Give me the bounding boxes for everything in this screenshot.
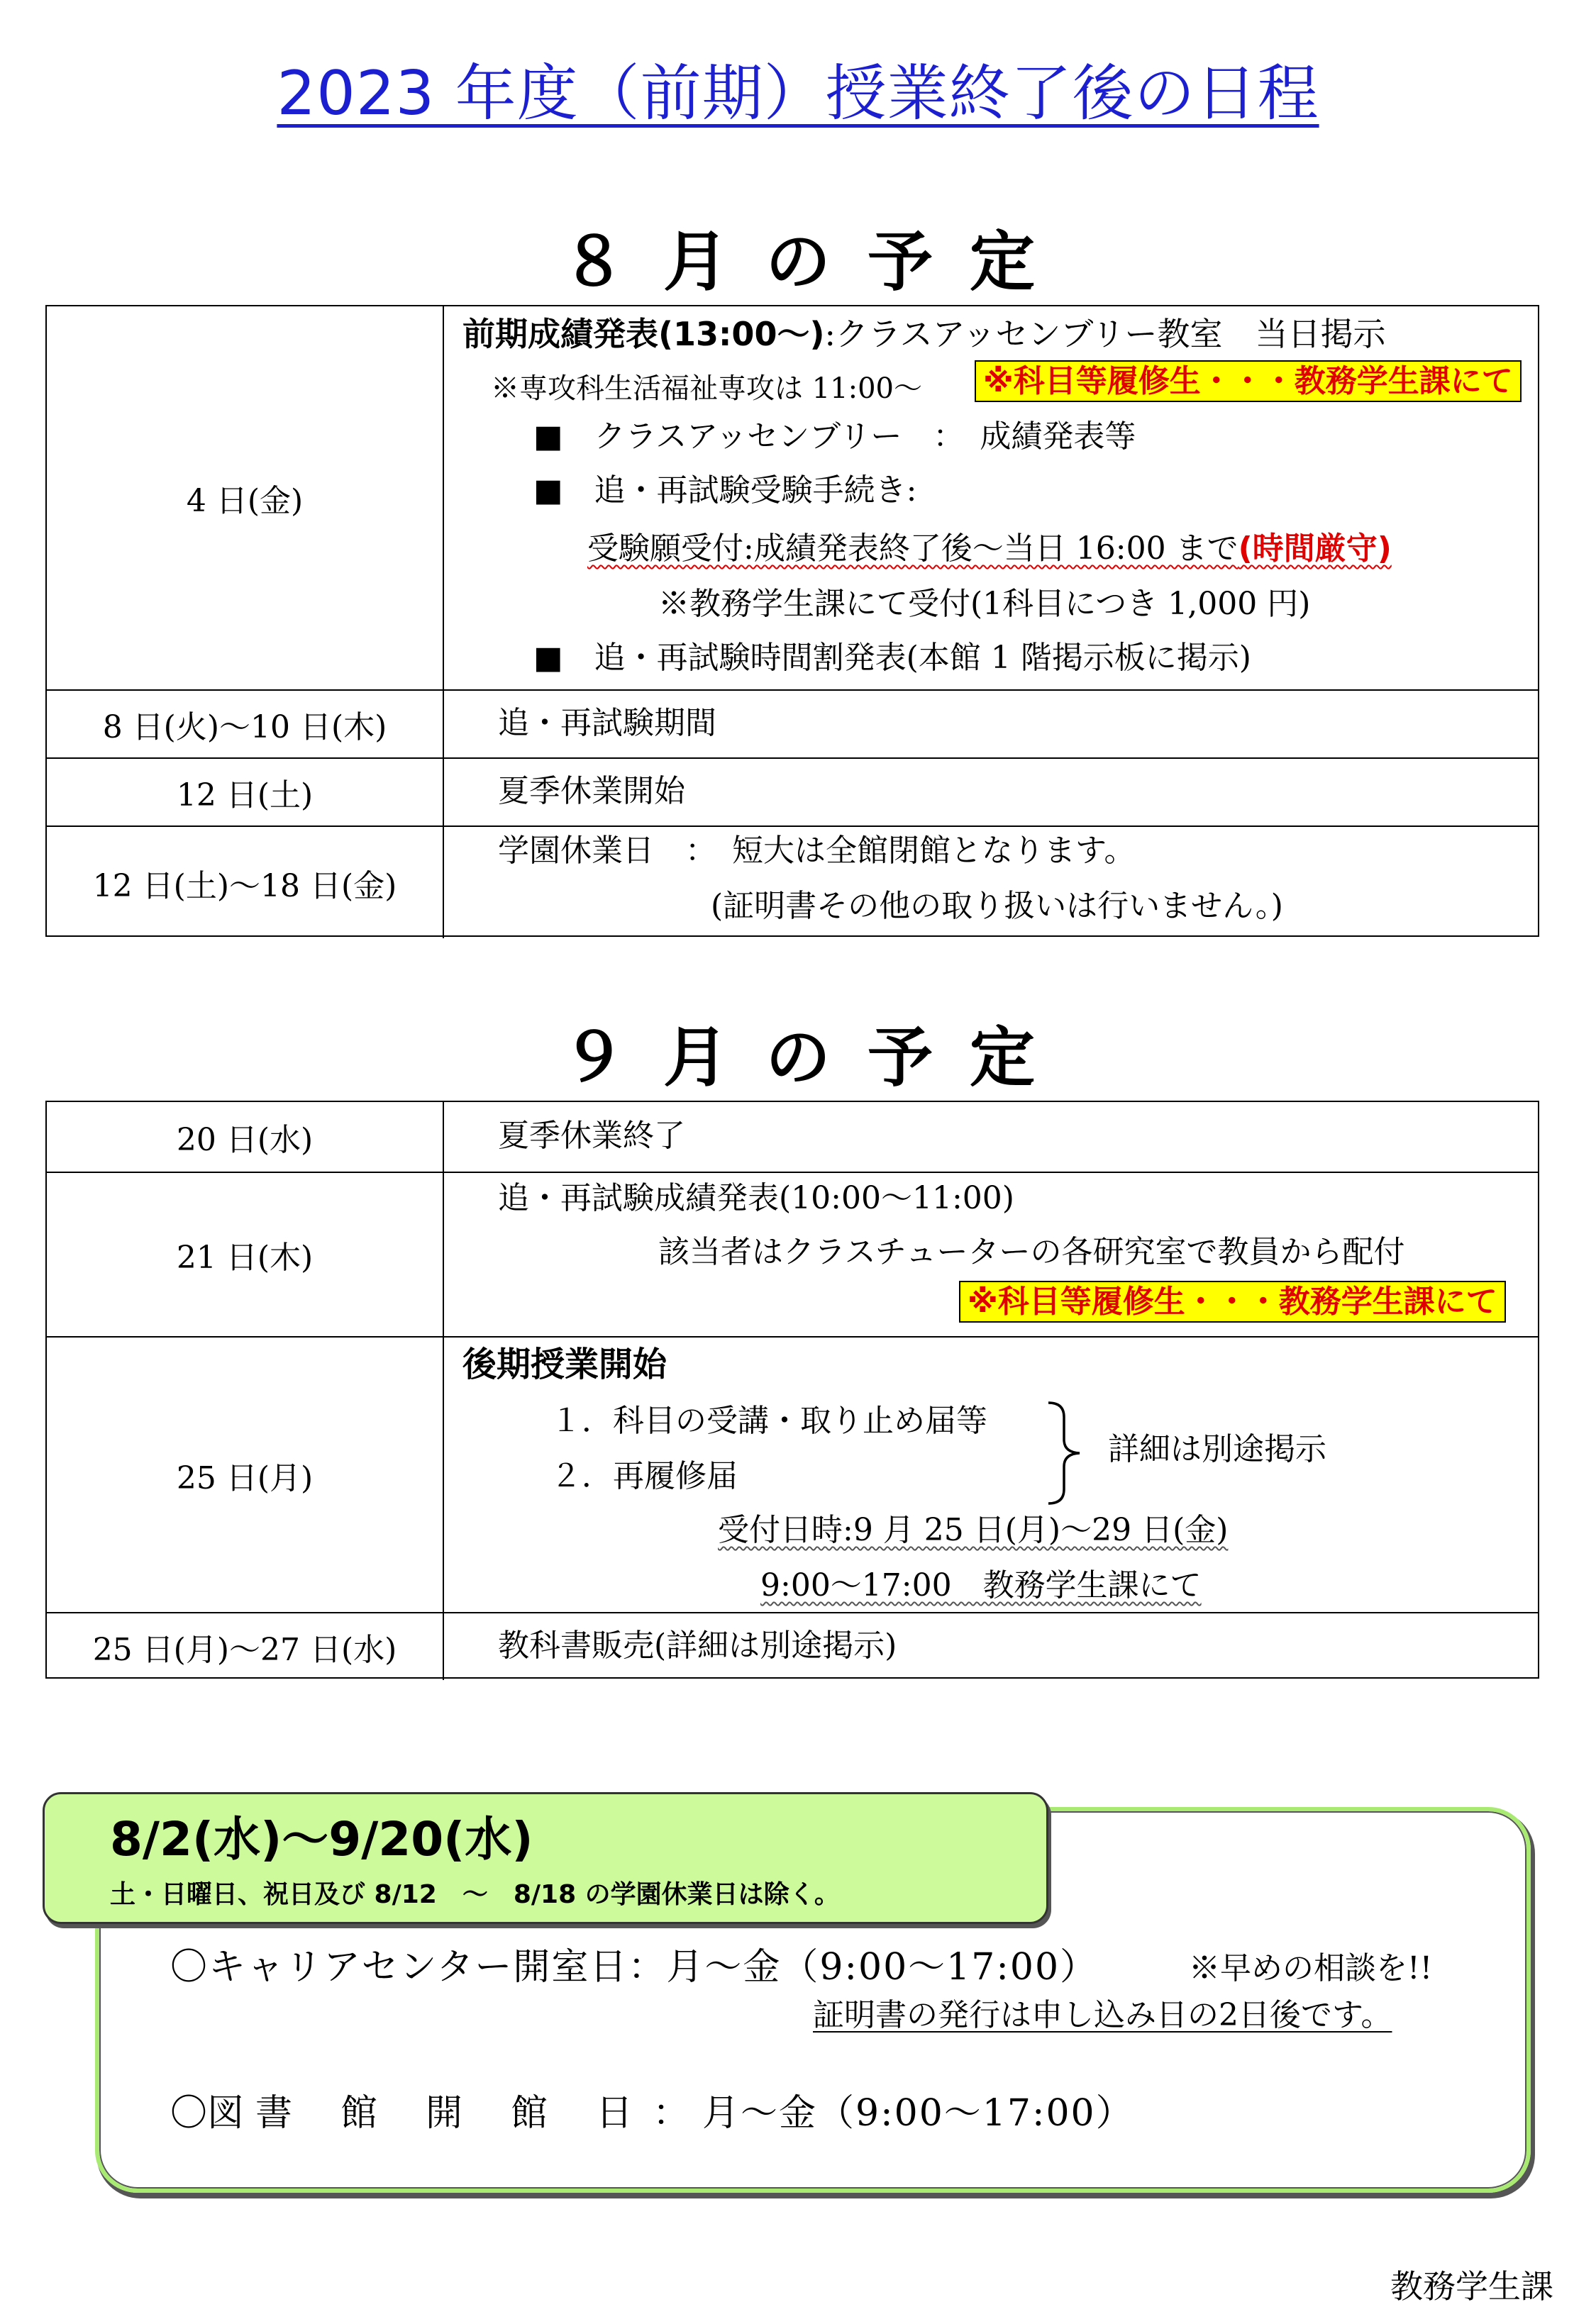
certificate-note: 証明書の発行は申し込み日の2日後です。 (813, 1997, 1392, 2033)
highlight-note: ※科目等履修生・・・教務学生課にて (975, 365, 1522, 399)
event-text: 夏季休業終了 (498, 1118, 685, 1154)
notice-period-tab (43, 1792, 1048, 1924)
page-title: 2023 年度（前期）授業終了後の日程 (277, 58, 1319, 129)
date-cell: 21 日(木) (47, 1173, 444, 1336)
grade-release-line: 前期成績発表(13:00～):クラスアッセンブリー教室 当日掲示 (462, 315, 1386, 353)
date-cell: 4 日(金) (47, 306, 444, 689)
date-cell: 12 日(土) (47, 759, 444, 825)
highlight-note: ※科目等履修生・・・教務学生課にて (959, 1285, 1506, 1319)
fee-note: ※教務学生課にて受付(1科目につき 1,000 円) (658, 586, 1311, 622)
table-row (47, 1102, 1538, 1172)
details-note: 詳細は別途掲示 (1108, 1431, 1326, 1467)
table-row (47, 825, 1538, 938)
bullet-class-assembly: ■ クラスアッセンブリー ： 成績発表等 (533, 418, 1136, 455)
august-heading: ８ 月 の 予 定 (560, 224, 1036, 300)
library-hours: 〇図 書 館 開 館 日 ： 月～金（9:00～17:00） (170, 2092, 1134, 2135)
table-row (47, 757, 1538, 825)
table-row (47, 1336, 1538, 1612)
date-cell: 8 日(火)～10 日(木) (47, 691, 444, 757)
item-re-enrollment: ２．再履修届 (550, 1458, 738, 1494)
date-cell: 20 日(水) (47, 1102, 444, 1172)
september-schedule-table (45, 1101, 1539, 1679)
event-subtext: 該当者はクラスチューターの各研究室で教員から配付 (658, 1234, 1405, 1270)
bullet-timetable: ■ 追・再試験時間割発表(本館 1 階掲示板に掲示) (533, 640, 1251, 676)
august-schedule-table (45, 305, 1539, 937)
acceptance-time: 9:00～17:00 教務学生課にて (760, 1567, 1202, 1603)
table-row (47, 1172, 1538, 1336)
date-cell: 25 日(月) (47, 1338, 444, 1612)
notice-period: 8/2(水)～9/20(水) (110, 1812, 533, 1867)
career-center-note: ※早めの相談を!! (1189, 1950, 1433, 1986)
notice-exclusion: 土・日曜日、祝日及び 8/12 ～ 8/18 の学園休業日は除く。 (110, 1880, 840, 1909)
application-period: 受験願受付:成績発表終了後～当日 16:00 まで(時間厳守) (587, 530, 1392, 567)
event-text: 教科書販売(詳細は別途掲示) (498, 1628, 897, 1664)
table-row (47, 1612, 1538, 1680)
event-text: 学園休業日 ： 短大は全館閉館となります。 (498, 833, 1136, 869)
event-text: 追・再試験成績発表(10:00～11:00) (498, 1180, 1014, 1216)
second-term-start: 後期授業開始 (462, 1345, 667, 1384)
event-text: 夏季休業開始 (498, 773, 685, 809)
event-text: 追・再試験期間 (498, 705, 716, 741)
date-cell: 12 日(土)～18 日(金) (47, 827, 444, 938)
acceptance-date: 受付日時:9 月 25 日(月)～29 日(金) (718, 1512, 1229, 1548)
table-row (47, 689, 1538, 757)
item-course-registration: １．科目の受講・取り止め届等 (550, 1403, 987, 1439)
table-row (47, 306, 1538, 689)
career-center-hours: 〇キャリアセンター開室日：月～金（9:00～17:00） (170, 1946, 1099, 1989)
date-cell: 25 日(月)～27 日(水) (47, 1613, 444, 1680)
september-heading: ９ 月 の 予 定 (560, 1020, 1036, 1096)
issuing-office: 教務学生課 (1390, 2267, 1553, 2306)
bullet-exam-procedure: ■ 追・再試験受験手続き: (533, 472, 917, 508)
right-brace-icon (1043, 1400, 1085, 1506)
event-subtext: (証明書その他の取り扱いは行いません。) (711, 888, 1283, 924)
special-course-note: ※専攻科生活福祉専攻は 11:00～ (491, 372, 922, 405)
